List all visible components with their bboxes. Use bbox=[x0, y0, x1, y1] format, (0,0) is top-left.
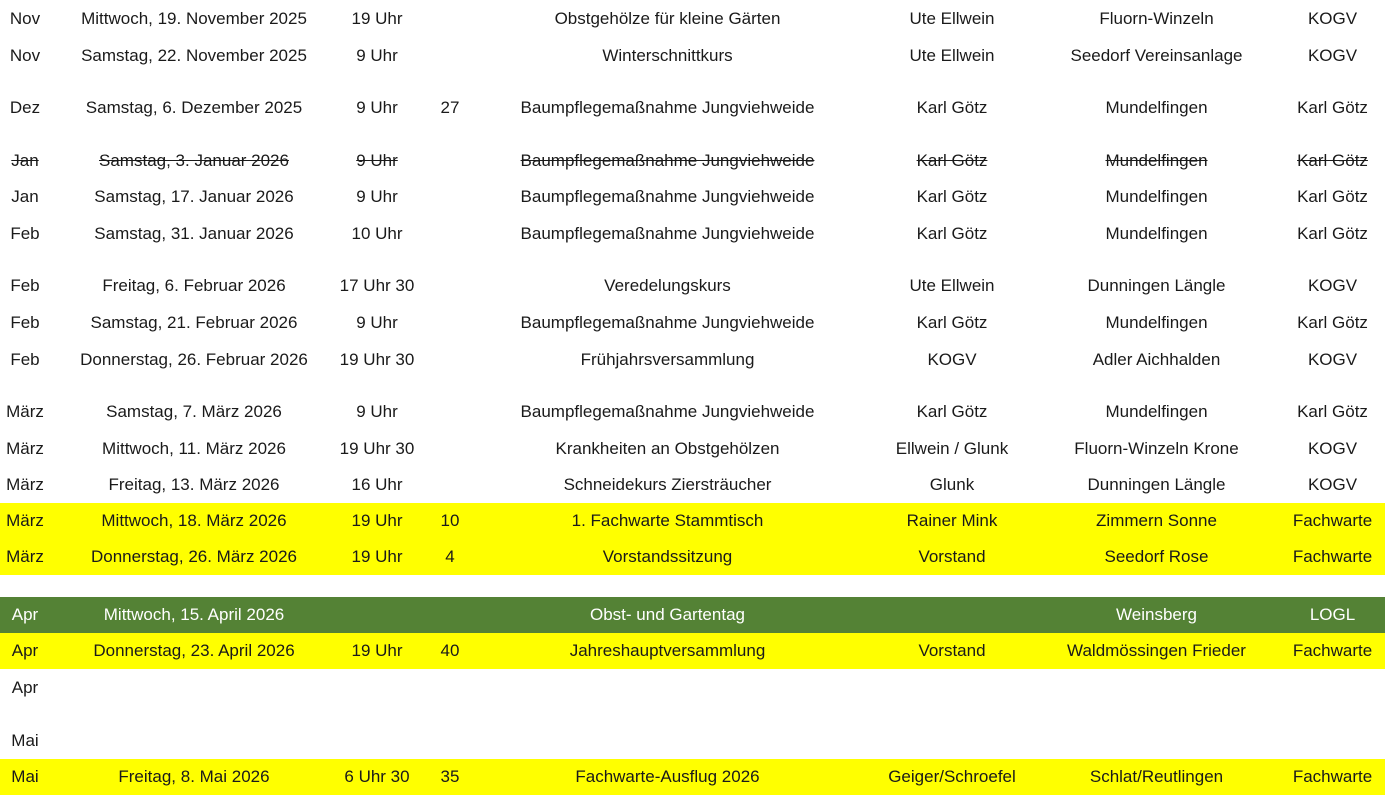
leader-cell bbox=[868, 597, 1036, 633]
event-row bbox=[0, 723, 1385, 759]
leader-cell bbox=[868, 723, 1036, 759]
time-cell: 19 Uhr bbox=[351, 9, 403, 28]
date-cell: Freitag, 13. März 2026 bbox=[108, 475, 280, 494]
location-cell: Seedorf Rose bbox=[1104, 547, 1209, 566]
event-title-cell: Fachwarte-Ausflug 2026 bbox=[575, 767, 760, 786]
date-cell: Samstag, 17. Januar 2026 bbox=[94, 187, 294, 206]
external-event-row bbox=[0, 597, 1385, 633]
leader-cell: Karl Götz bbox=[916, 402, 988, 421]
time-cell: 19 Uhr bbox=[351, 511, 403, 530]
month-cell: Dez bbox=[9, 98, 41, 117]
month-cell: Feb bbox=[10, 313, 40, 332]
time-cell: 17 Uhr 30 bbox=[339, 276, 415, 295]
event-title-cell: Baumpflegemaßnahme Jungviehweide bbox=[520, 187, 815, 206]
count-cell bbox=[425, 723, 475, 759]
count-cell bbox=[425, 467, 475, 503]
date-cell: Mittwoch, 19. November 2025 bbox=[81, 9, 307, 28]
event-row bbox=[0, 90, 1385, 126]
month-cell: März bbox=[6, 475, 44, 494]
leader-cell: Vorstand bbox=[918, 641, 986, 660]
location-cell: Mundelfingen bbox=[1105, 187, 1208, 206]
highlighted-event-row bbox=[0, 633, 1385, 669]
event-row bbox=[0, 394, 1385, 430]
event-row bbox=[0, 38, 1385, 74]
month-cell: Feb bbox=[10, 350, 40, 369]
event-title-cell: Obstgehölze für kleine Gärten bbox=[554, 9, 781, 28]
cancelled-event-row bbox=[0, 143, 1385, 179]
date-cell: Samstag, 31. Januar 2026 bbox=[94, 224, 294, 243]
location-cell: Seedorf Vereinsanlage bbox=[1070, 46, 1243, 65]
highlighted-event-row bbox=[0, 759, 1385, 795]
organizer-cell: KOGV bbox=[1307, 46, 1358, 65]
month-cell: März bbox=[6, 547, 44, 566]
event-title-cell: Baumpflegemaßnahme Jungviehweide bbox=[520, 224, 815, 243]
event-row bbox=[0, 216, 1385, 252]
event-title-cell: Baumpflegemaßnahme Jungviehweide bbox=[520, 98, 815, 117]
month-cell: Apr bbox=[11, 678, 39, 697]
location-cell: Fluorn-Winzeln Krone bbox=[1074, 439, 1239, 458]
month-cell: März bbox=[6, 402, 44, 421]
location-cell bbox=[1040, 723, 1273, 759]
leader-cell: Karl Götz bbox=[916, 187, 988, 206]
month-cell: Apr bbox=[11, 605, 39, 624]
organizer-cell: Fachwarte bbox=[1292, 767, 1373, 786]
event-title-cell: Obst- und Gartentag bbox=[590, 605, 745, 624]
time-cell: 16 Uhr bbox=[351, 475, 403, 494]
location-cell: Dunningen Längle bbox=[1087, 276, 1226, 295]
time-cell: 19 Uhr bbox=[351, 641, 403, 660]
event-title-cell bbox=[470, 670, 865, 706]
event-title-cell: Jahreshauptversammlung bbox=[569, 641, 766, 660]
time-cell: 6 Uhr 30 bbox=[344, 767, 410, 786]
event-row bbox=[0, 670, 1385, 706]
month-cell: Mai bbox=[11, 731, 39, 750]
count-cell bbox=[425, 342, 475, 378]
date-cell: Samstag, 21. Februar 2026 bbox=[90, 313, 298, 332]
organizer-cell: Karl Götz bbox=[1297, 98, 1368, 117]
organizer-cell: Karl Götz bbox=[1297, 187, 1368, 206]
organizer-cell bbox=[1280, 723, 1385, 759]
leader-cell: Karl Götz bbox=[916, 313, 988, 332]
count-cell: 40 bbox=[440, 641, 460, 660]
location-cell: Mundelfingen bbox=[1105, 224, 1208, 243]
date-cell: Mittwoch, 15. April 2026 bbox=[103, 605, 285, 624]
organizer-cell: KOGV bbox=[1307, 475, 1358, 494]
date-cell bbox=[55, 723, 333, 759]
time-cell: 9 Uhr bbox=[356, 313, 398, 332]
location-cell: Dunningen Längle bbox=[1087, 475, 1226, 494]
time-cell: 9 Uhr bbox=[356, 98, 398, 117]
date-cell bbox=[55, 670, 333, 706]
event-row bbox=[0, 1, 1385, 37]
count-cell bbox=[425, 216, 475, 252]
organizer-cell bbox=[1280, 670, 1385, 706]
event-title-cell: Winterschnittkurs bbox=[602, 46, 733, 65]
event-row bbox=[0, 268, 1385, 304]
count-cell bbox=[425, 394, 475, 430]
count-cell bbox=[425, 305, 475, 341]
leader-cell: Geiger/Schroefel bbox=[888, 767, 1016, 786]
time-cell: 9 Uhr bbox=[356, 402, 398, 421]
event-title-cell: 1. Fachwarte Stammtisch bbox=[571, 511, 764, 530]
event-row bbox=[0, 305, 1385, 341]
organizer-cell: KOGV bbox=[1307, 276, 1358, 295]
location-cell: Schlat/Reutlingen bbox=[1089, 767, 1224, 786]
date-cell: Samstag, 7. März 2026 bbox=[106, 402, 282, 421]
month-cell: Nov bbox=[9, 46, 41, 65]
leader-cell: Karl Götz bbox=[916, 151, 988, 170]
organizer-cell: Fachwarte bbox=[1292, 641, 1373, 660]
event-title-cell: Baumpflegemaßnahme Jungviehweide bbox=[520, 313, 815, 332]
event-row bbox=[0, 342, 1385, 378]
leader-cell: Vorstand bbox=[918, 547, 986, 566]
leader-cell: Ute Ellwein bbox=[909, 276, 995, 295]
event-title-cell bbox=[470, 723, 865, 759]
time-cell: 9 Uhr bbox=[356, 187, 398, 206]
date-cell: Samstag, 22. November 2025 bbox=[81, 46, 307, 65]
date-cell: Freitag, 8. Mai 2026 bbox=[118, 767, 270, 786]
location-cell: Mundelfingen bbox=[1105, 98, 1208, 117]
month-cell: Jan bbox=[11, 151, 39, 170]
month-cell: März bbox=[6, 439, 44, 458]
time-cell: 9 Uhr bbox=[356, 46, 398, 65]
time-cell: 19 Uhr 30 bbox=[339, 439, 415, 458]
event-title-cell: Krankheiten an Obstgehölzen bbox=[555, 439, 780, 458]
count-cell bbox=[425, 597, 475, 633]
time-cell bbox=[330, 670, 424, 706]
organizer-cell: KOGV bbox=[1307, 439, 1358, 458]
month-cell: Feb bbox=[10, 224, 40, 243]
count-cell bbox=[425, 268, 475, 304]
time-cell: 19 Uhr bbox=[351, 547, 403, 566]
event-title-cell: Schneidekurs Ziersträucher bbox=[563, 475, 772, 494]
count-cell bbox=[425, 179, 475, 215]
date-cell: Donnerstag, 23. April 2026 bbox=[93, 641, 295, 660]
organizer-cell: Karl Götz bbox=[1297, 402, 1368, 421]
location-cell: Waldmössingen Frieder bbox=[1067, 641, 1246, 660]
location-cell: Fluorn-Winzeln bbox=[1099, 9, 1214, 28]
leader-cell: Ellwein / Glunk bbox=[895, 439, 1009, 458]
leader-cell: Karl Götz bbox=[916, 98, 988, 117]
time-cell: 10 Uhr bbox=[351, 224, 403, 243]
time-cell bbox=[330, 723, 424, 759]
count-cell bbox=[425, 670, 475, 706]
month-cell: März bbox=[6, 511, 44, 530]
leader-cell: Ute Ellwein bbox=[909, 46, 995, 65]
count-cell: 27 bbox=[440, 98, 460, 117]
month-cell: Mai bbox=[11, 767, 39, 786]
month-cell: Jan bbox=[11, 187, 39, 206]
organizer-cell: Karl Götz bbox=[1297, 313, 1368, 332]
organizer-cell: LOGL bbox=[1309, 605, 1356, 624]
organizer-cell: KOGV bbox=[1307, 9, 1358, 28]
date-cell: Freitag, 6. Februar 2026 bbox=[102, 276, 286, 295]
time-cell: 19 Uhr 30 bbox=[339, 350, 415, 369]
location-cell: Zimmern Sonne bbox=[1096, 511, 1217, 530]
date-cell: Mittwoch, 18. März 2026 bbox=[101, 511, 287, 530]
location-cell: Mundelfingen bbox=[1105, 151, 1208, 170]
count-cell bbox=[425, 431, 475, 467]
location-cell: Adler Aichhalden bbox=[1092, 350, 1221, 369]
count-cell: 4 bbox=[445, 547, 455, 566]
time-cell: 9 Uhr bbox=[356, 151, 398, 170]
organizer-cell: KOGV bbox=[1307, 350, 1358, 369]
date-cell: Samstag, 3. Januar 2026 bbox=[99, 151, 289, 170]
date-cell: Mittwoch, 11. März 2026 bbox=[102, 439, 286, 458]
event-title-cell: Baumpflegemaßnahme Jungviehweide bbox=[520, 402, 815, 421]
leader-cell: Glunk bbox=[929, 475, 975, 494]
date-cell: Samstag, 6. Dezember 2025 bbox=[85, 98, 303, 117]
location-cell: Mundelfingen bbox=[1105, 313, 1208, 332]
count-cell bbox=[425, 143, 475, 179]
count-cell bbox=[425, 38, 475, 74]
leader-cell: Ute Ellwein bbox=[909, 9, 995, 28]
leader-cell: KOGV bbox=[927, 350, 977, 369]
organizer-cell: Fachwarte bbox=[1292, 547, 1373, 566]
month-cell: Nov bbox=[9, 9, 41, 28]
location-cell: Weinsberg bbox=[1116, 605, 1197, 624]
organizer-cell: Fachwarte bbox=[1292, 511, 1373, 530]
event-title-cell: Frühjahrsversammlung bbox=[580, 350, 755, 369]
event-row bbox=[0, 467, 1385, 503]
count-cell: 35 bbox=[440, 767, 460, 786]
organizer-cell: Karl Götz bbox=[1297, 151, 1368, 170]
date-cell: Donnerstag, 26. März 2026 bbox=[90, 547, 297, 566]
organizer-cell: Karl Götz bbox=[1297, 224, 1368, 243]
event-title-cell: Veredelungskurs bbox=[604, 276, 731, 295]
leader-cell bbox=[868, 670, 1036, 706]
count-cell bbox=[425, 1, 475, 37]
event-title-cell: Baumpflegemaßnahme Jungviehweide bbox=[520, 151, 815, 170]
highlighted-event-row bbox=[0, 503, 1385, 539]
time-cell bbox=[330, 597, 424, 633]
leader-cell: Karl Götz bbox=[916, 224, 988, 243]
event-row bbox=[0, 431, 1385, 467]
count-cell: 10 bbox=[440, 511, 460, 530]
month-cell: Apr bbox=[11, 641, 39, 660]
location-cell: Mundelfingen bbox=[1105, 402, 1208, 421]
event-row bbox=[0, 179, 1385, 215]
month-cell: Feb bbox=[10, 276, 40, 295]
date-cell: Donnerstag, 26. Februar 2026 bbox=[80, 350, 308, 369]
leader-cell: Rainer Mink bbox=[906, 511, 998, 530]
event-title-cell: Vorstandssitzung bbox=[602, 547, 733, 566]
location-cell bbox=[1040, 670, 1273, 706]
highlighted-event-row bbox=[0, 539, 1385, 575]
